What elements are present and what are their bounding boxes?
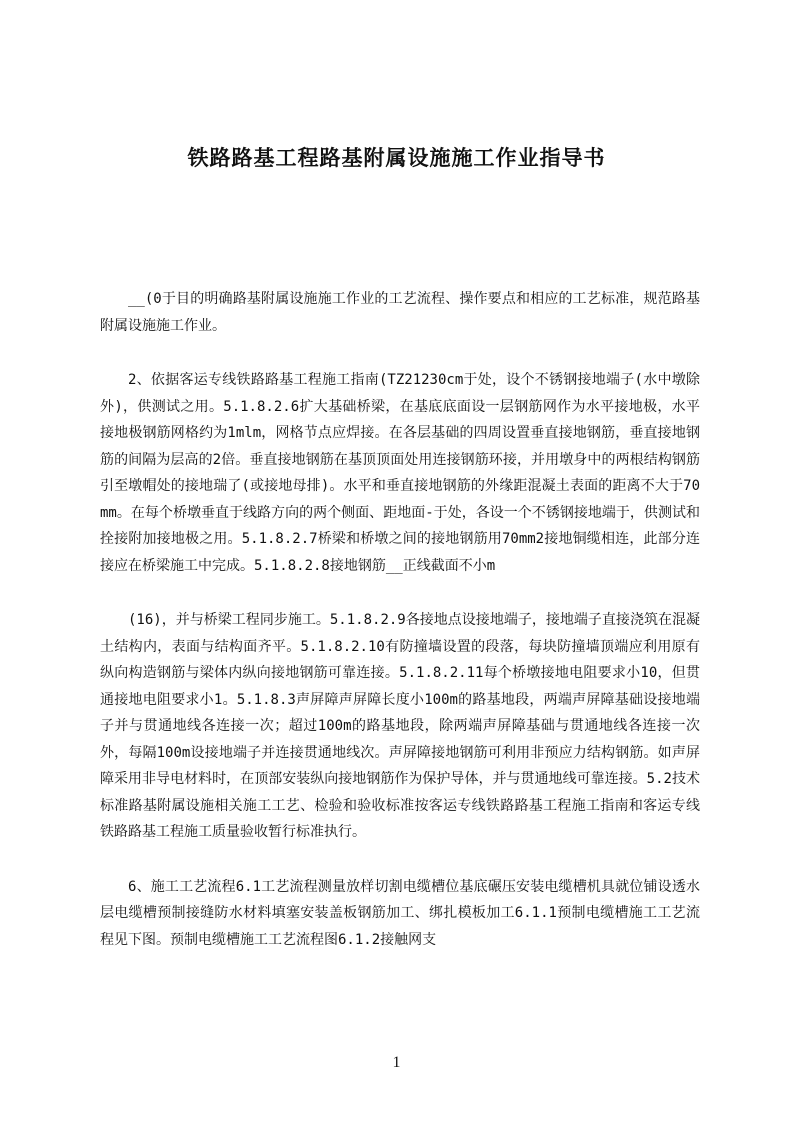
document-body (100, 286, 700, 981)
paragraph-grounding: (16)，并与桥梁工程同步施工。5.1.8.2.9各接地点设接地端子，接地端子直接浇筑在混凝土结构内，表面与结构面齐平。5.1.8.2.10有防撞墙设置的段落，每块防撞墙顶端应利用原有纵向构造钢筋与梁体内纵向接地钢筋可靠连接。5.1.8.2.11每个桥墩接地电阻要求小10，但贯通接地电阻要求小1。5.1.8.3声屏障声屏障长度小100m的路基地段，两端声屏障基础设接地端子并与贯通地线各连接一次；超过100m的路基地段，除两端声屏障基础与贯通地线各连接一次外，每隔100m设接地端子并连接贯通地线次。声屏障接地钢筋可利用非预应力结构钢筋。如声屏障采用非导电材料时，在顶部安装纵向接地钢筋作为保护导体，并与贯通地线可靠连接。5.2技术标准路基附属设施相关施工工艺、检验和验收标准按客运专线铁路路基工程施工指南和客运专线铁路路基工程施工质量验收暂行标准执行。 (100, 612, 700, 840)
paragraph-purpose: __(0于目的明确路基附属设施施工作业的工艺流程、操作要点和相应的工艺标准，规范路基附属设施施工作业。 (100, 291, 700, 334)
page-number: 1 (392, 1054, 401, 1071)
paragraph-basis: 2、依据客运专线铁路路基工程施工指南(TZ21230cm于处，设个不锈钢接地端子(水中墩除外)，供测试之用。5.1.8.2.6扩大基础桥梁，在基底底面设一层钢筋网作为水平接地极，水平接地极钢筋网格约为1mlm，网格节点应焊接。在各层基础的四周设置垂直接地钢筋，垂直接地钢筋的间隔为层高的2倍。垂直接地钢筋在基顶顶面处用连接钢筋环接，并用墩身中的两根结构钢筋引至墩帽处的接地瑞了(或接地母排)。水平和垂直接地钢筋的外缘距混凝土表面的距离不大于70mm。在每个桥墩垂直于线路方向的两个侧面、距地面-于处，各设一个不锈钢接地端于，供测试和拴接附加接地极之用。5.1.8.2.7桥梁和桥墩之间的接地钢筋用70mm2接地铜缆相连，此部分连接应在桥梁施工中完成。5.1.8.2.8接地钢筋__正线截面不小m (100, 372, 700, 574)
paragraph-process: 6、施工工艺流程6.1工艺流程测量放样切割电缆槽位基底碾压安装电缆槽机具就位铺设透水层电缆槽预制接缝防水材料填塞安装盖板钢筋加工、绑扎模板加工6.1.1预制电缆槽施工工艺流程见下图。预制电缆槽施工工艺流程图6.1.2接触网支 (100, 878, 700, 948)
page-title: 铁路路基工程路基附属设施施工作业指导书 (187, 146, 606, 170)
